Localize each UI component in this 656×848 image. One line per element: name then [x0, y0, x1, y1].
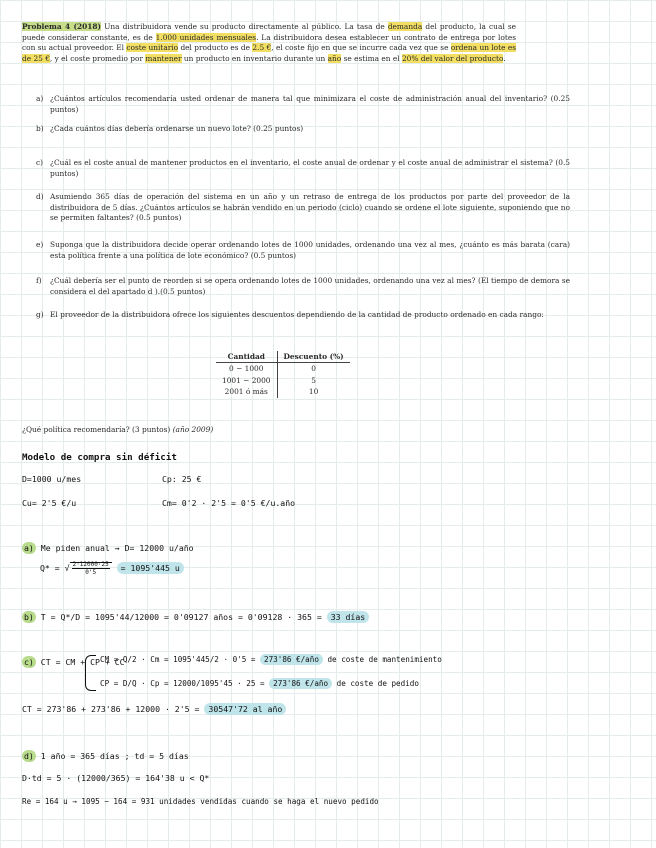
table-header: Descuento (%) — [277, 351, 350, 363]
note-holding-cost: Cm= 0'2 · 2'5 = 0'5 €/u.año — [162, 498, 296, 508]
note-result: 273'86 €/año — [260, 654, 323, 665]
note-demand: D=1000 u/mes — [22, 474, 82, 484]
table-cell: 0 — [311, 364, 316, 373]
table-cell: 1001 − 2000 — [216, 375, 277, 387]
note-text: CM = Q/2 · Cm = 1095'445/2 · 0'5 = — [100, 655, 256, 664]
table-row — [216, 386, 350, 398]
question-f — [36, 276, 570, 297]
discount-table — [216, 351, 350, 398]
problem-text: del producto, la cual se puede considerar constante, es de — [22, 22, 516, 42]
table-row — [216, 363, 350, 375]
question-text: ¿Cuál es el coste anual de mantener productos en el inventario, el coste anual de ordenar y el coste anual de administrar el sistema? (0.5 puntos) — [50, 158, 570, 178]
problem-text: . — [503, 53, 506, 63]
note-text: de coste de pedido — [336, 679, 419, 688]
note-unit-cost: Cu= 2'5 €/u — [22, 498, 77, 508]
problem-text: Una distribuidora vende su producto directamente al público. La tasa de — [101, 22, 388, 31]
table-header-row — [216, 351, 350, 363]
highlight-order: ordena un lote es de 25 € — [22, 43, 517, 63]
question-d — [36, 192, 570, 224]
note-c-order — [100, 679, 419, 688]
fraction-numerator: 2·12000·25 — [72, 561, 109, 568]
table-cell: 10 — [308, 387, 319, 396]
question-label: b) — [36, 124, 44, 133]
brace-shape — [85, 655, 96, 691]
problem-text: . La distribuidora desea establecer un contrato de entrega por lotes con su actual proveedor. El — [22, 32, 517, 53]
note-result: 33 días — [327, 611, 370, 623]
problem-title: Problema 4 (2018) — [22, 22, 102, 31]
fraction-denominator: 0'5 — [85, 569, 97, 576]
note-b — [22, 612, 369, 622]
note-a — [22, 543, 194, 553]
note-a-formula — [40, 561, 184, 576]
highlight-year: año — [327, 53, 342, 63]
question-label: d) — [36, 192, 44, 201]
note-text: Me piden anual → D= 12000 u/año — [40, 543, 194, 553]
problem-text: se estima en el — [341, 53, 402, 63]
note-label: b) — [24, 612, 34, 622]
question-b — [36, 124, 570, 135]
highlight-pct: 20% del valor del producto — [401, 53, 504, 63]
note-label: a) — [24, 543, 34, 553]
note-label: d) — [24, 751, 34, 761]
note-result: = 1095'445 u — [117, 562, 184, 574]
question-text: Suponga que la distribuidora decide operar ordenando lotes de 1000 unidades, ordenando una vez al mes, ¿cuánto es más barata (cara) esta política frente a una política de lote económico? (0.5 puntos) — [50, 240, 570, 260]
question-label: f) — [36, 276, 42, 285]
table-cell: 2001 ó más — [216, 386, 277, 398]
question-label: g) — [36, 310, 44, 319]
note-text: de coste de mantenimiento — [327, 655, 442, 664]
notes-heading: Modelo de compra sin déficit — [22, 452, 177, 463]
question-text: Asumiendo 365 días de operación del sistema en un año y un retraso de entrega de los productos por parte del proveedor de la distribuidora de 5 días. ¿Cuántos artículos se habrán vendido en un periodo (ciclo) cuando se ordene el lote siguiente, suponiendo que no se permiten faltantes? (0.5 puntos) — [50, 192, 570, 222]
problem-text: , y el coste promedio por — [49, 53, 146, 63]
question-text: ¿Cuántos artículos recomendaría usted ordenar de manera tal que minimizara el coste de administración anual del inventario? (0.25 puntos) — [50, 94, 570, 114]
note-d-line2: D·td = 5 · (12000/365) = 164'38 u < Q* — [22, 773, 210, 783]
question-text: ¿Cada cuántos días debería ordenarse un nuevo lote? (0.25 puntos) — [50, 124, 304, 133]
question-g — [36, 310, 570, 321]
highlight-keep: mantener — [145, 53, 182, 63]
note-text: Q* = √ — [40, 563, 70, 573]
table-cell: 5 — [311, 375, 316, 385]
question-label: e) — [36, 240, 44, 249]
note-result: 273'86 €/año — [269, 678, 332, 689]
final-question — [22, 425, 213, 434]
final-question-year: (año 2009) — [172, 425, 214, 434]
note-text: 1 año = 365 días ; td = 5 días — [40, 751, 189, 761]
problem-text: un producto en inventario durante un — [181, 53, 328, 63]
note-label: c) — [24, 657, 34, 667]
note-text: CP = D/Q · Cp = 12000/1095'45 · 25 = — [100, 679, 265, 688]
highlight-units: 1.000 unidades mensuales — [155, 32, 257, 42]
question-e — [36, 240, 570, 261]
question-a — [36, 94, 570, 115]
question-text: El proveedor de la distribuidora ofrece los siguientes descuentos dependiendo de la cantidad de producto ordenado en cada rango: — [50, 310, 544, 319]
highlight-demanda: demanda — [387, 22, 423, 31]
question-label: c) — [36, 158, 44, 167]
note-text: CT = CM + CP + CC — [40, 657, 125, 667]
table-cell: 0 − 1000 — [216, 363, 277, 375]
final-question-text: ¿Qué política recomendaría? (3 puntos) — [22, 425, 171, 434]
problem-text: , el coste fijo en que se incurre cada vez que se — [271, 43, 451, 53]
note-d-line3: Re = 164 u → 1095 − 164 = 931 unidades vendidas cuando se haga el nuevo pedido — [22, 797, 379, 806]
note-d — [22, 751, 189, 761]
question-label: a) — [36, 94, 44, 103]
table-row — [216, 375, 350, 387]
table-header: Cantidad — [216, 351, 277, 363]
note-order-cost: Cp: 25 € — [162, 474, 202, 484]
note-text: CT = 273'86 + 273'86 + 12000 · 2'5 = — [22, 704, 200, 714]
note-text: T = Q*/D = 1095'44/12000 = 0'09127 años = 0'09128 · 365 = — [40, 612, 322, 622]
highlight-cost: coste unitario — [126, 43, 179, 53]
note-c-maintenance — [100, 655, 442, 664]
note-c-total — [22, 704, 286, 714]
highlight-price: 2.5 € — [252, 43, 272, 53]
question-c — [36, 158, 570, 179]
problem-text: del producto es de — [178, 43, 253, 53]
note-result: 30547'72 al año — [204, 703, 286, 715]
problem-statement — [22, 22, 516, 64]
question-text: ¿Cuál debería ser el punto de reorden si se opera ordenando lotes de 1000 unidades, ordenando una vez al mes? (El tiempo de demora se considera el del apartado d ).(0.5 puntos) — [50, 276, 570, 296]
